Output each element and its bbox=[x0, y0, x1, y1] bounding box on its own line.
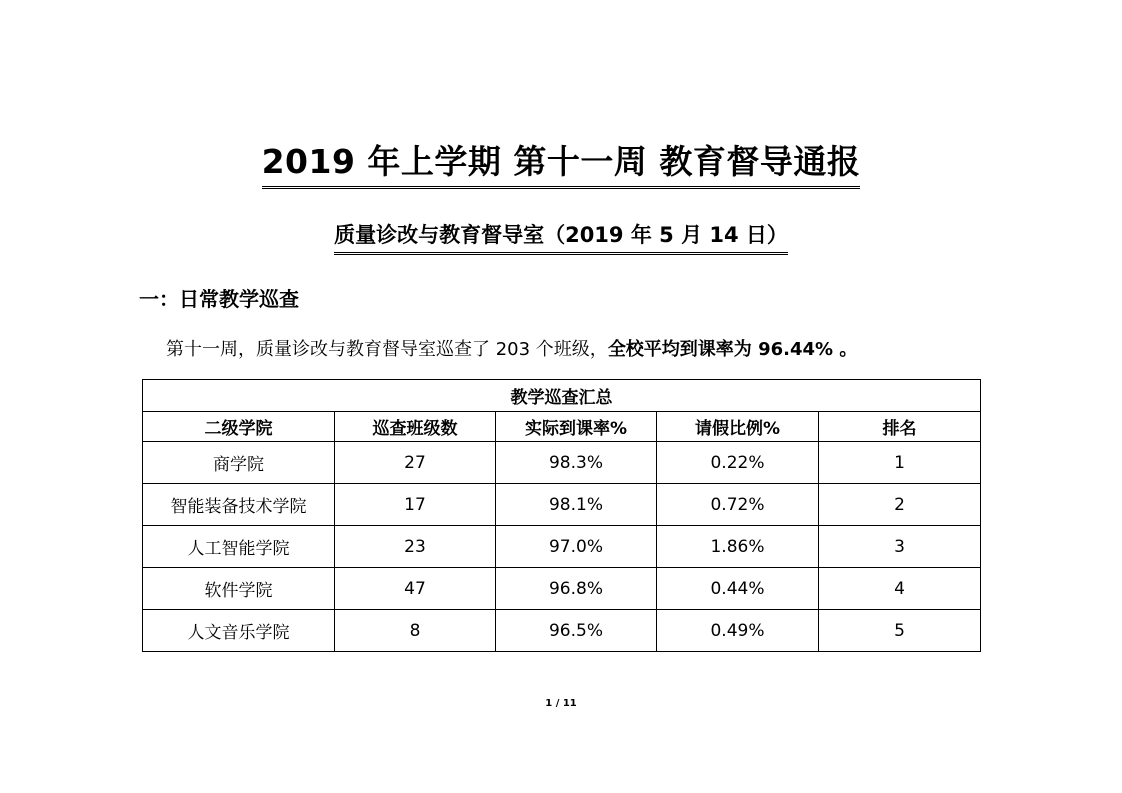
table-cell: 0.44% bbox=[657, 568, 819, 610]
table-cell: 人工智能学院 bbox=[143, 526, 335, 568]
column-header: 二级学院 bbox=[143, 412, 335, 442]
table-cell: 软件学院 bbox=[143, 568, 335, 610]
page-indicator: 1 / 11 bbox=[545, 698, 577, 709]
table-row bbox=[143, 568, 981, 610]
table-cell: 97.0% bbox=[496, 526, 657, 568]
table-cell: 商学院 bbox=[143, 442, 335, 484]
table-cell: 人文音乐学院 bbox=[143, 610, 335, 652]
report-title bbox=[0, 140, 1122, 189]
table-cell: 0.49% bbox=[657, 610, 819, 652]
report-subtitle bbox=[0, 219, 1122, 255]
table-cell: 47 bbox=[335, 568, 496, 610]
summary-paragraph-bold: 全校平均到课率为 96.44% 。 bbox=[607, 339, 858, 360]
table-row bbox=[143, 610, 981, 652]
summary-paragraph bbox=[166, 335, 857, 365]
inspection-summary-table bbox=[142, 379, 981, 652]
table-header-row bbox=[143, 412, 981, 442]
table-cell: 8 bbox=[335, 610, 496, 652]
report-title-text: 2019 年上学期 第十一周 教育督导通报 bbox=[262, 140, 861, 189]
table-cell: 96.8% bbox=[496, 568, 657, 610]
table-cell: 3 bbox=[819, 526, 981, 568]
column-header: 实际到课率% bbox=[496, 412, 657, 442]
table-row bbox=[143, 442, 981, 484]
report-subtitle-text: 质量诊改与教育督导室（2019 年 5 月 14 日） bbox=[334, 219, 788, 255]
table-cell: 1.86% bbox=[657, 526, 819, 568]
table-cell: 1 bbox=[819, 442, 981, 484]
table-cell: 17 bbox=[335, 484, 496, 526]
table-row bbox=[143, 484, 981, 526]
table-cell: 5 bbox=[819, 610, 981, 652]
table-caption-row bbox=[143, 380, 981, 412]
table-cell: 98.3% bbox=[496, 442, 657, 484]
table-cell: 96.5% bbox=[496, 610, 657, 652]
table-cell: 智能装备技术学院 bbox=[143, 484, 335, 526]
section-heading: 一：日常教学巡查 bbox=[139, 287, 299, 311]
summary-paragraph-text: 第十一周，质量诊改与教育督导室巡查了 203 个班级， bbox=[166, 339, 608, 360]
column-header: 请假比例% bbox=[657, 412, 819, 442]
table-row bbox=[143, 526, 981, 568]
column-header: 巡查班级数 bbox=[335, 412, 496, 442]
table-caption: 教学巡查汇总 bbox=[143, 380, 981, 412]
table-cell: 2 bbox=[819, 484, 981, 526]
table-cell: 23 bbox=[335, 526, 496, 568]
column-header: 排名 bbox=[819, 412, 981, 442]
table-cell: 27 bbox=[335, 442, 496, 484]
table-cell: 4 bbox=[819, 568, 981, 610]
table-cell: 98.1% bbox=[496, 484, 657, 526]
table-cell: 0.22% bbox=[657, 442, 819, 484]
table-cell: 0.72% bbox=[657, 484, 819, 526]
